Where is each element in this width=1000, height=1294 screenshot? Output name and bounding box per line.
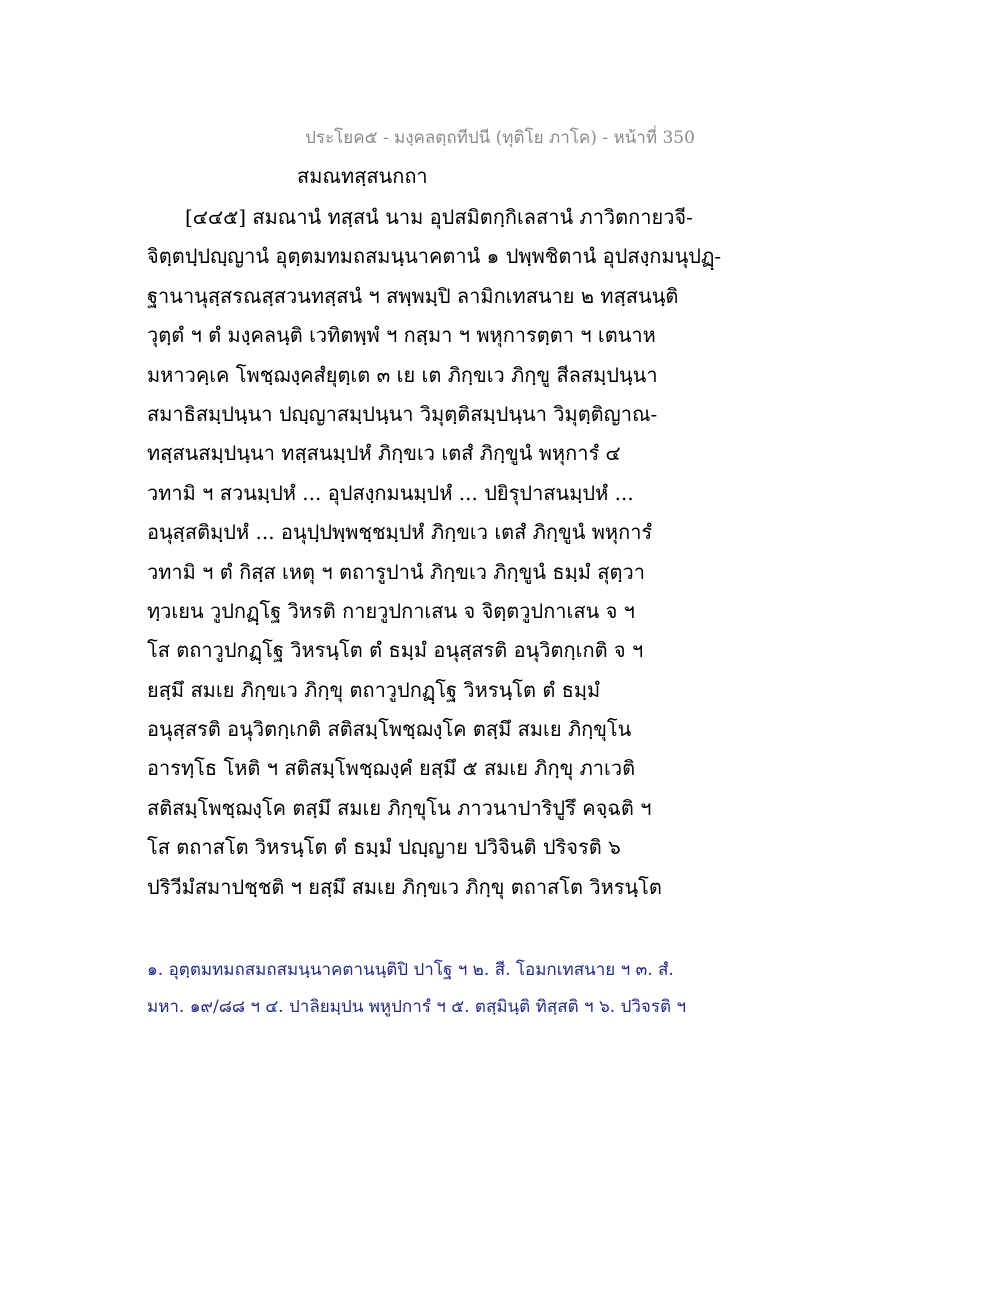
body-line: วทามิ ฯ ตํ กิสฺส เหตุ ฯ ตถารูปานํ ภิกฺขเว ภิกฺขูนํ ธมฺมํ สุตฺวา	[147, 559, 645, 584]
footnotes	[147, 952, 767, 1026]
body-line: โส ตถาวูปกฏฺโฐ วิหรนฺโต ตํ ธมฺมํ อนุสฺสรติ อนุวิตกฺเกติ จ ฯ	[147, 638, 644, 663]
body-line: วุตฺตํ ฯ ตํ มงฺคลนฺติ เวทิตพฺพํ ฯ กสฺมา ฯ พหุการตฺตา ฯ เตนาห	[147, 323, 656, 348]
body-line: ทฺวเยน วูปกฏฺโฐ วิหรติ กายวูปกาเสน จ จิตฺตวูปกาเสน จ ฯ	[147, 598, 635, 623]
body-line: อนุสฺสติมฺปหํ ... อนุปฺปพฺพชฺชมฺปหํ ภิกฺขเว เตสํ ภิกฺขูนํ พหุการํ	[147, 520, 653, 545]
section-title: สมณทสฺสนกถา	[297, 164, 428, 188]
body-line: สติสมฺโพชฺฌงฺโค ตสฺมึ สมเย ภิกฺขุโน ภาวนาปาริปูรึ คจฺฉติ ฯ	[147, 795, 652, 820]
body-line: ฐานานุสฺสรณสฺสวนทสฺสนํ ฯ สพฺพมฺปิ ลามิกเทสนาย ๒ ทสฺสนนฺติ	[147, 283, 679, 308]
page-header: ประโยค๕ - มงฺคลตฺถทีปนี (ทุติโย ภาโค) - หน้าที่ 350	[305, 128, 695, 148]
body-line: [๔๔๕] สมณานํ ทสฺสนํ นาม อุปสมิตกฺกิเลสานํ ภาวิตกายวจี-	[185, 205, 693, 229]
body-text	[147, 198, 767, 907]
body-line: โส ตถาสโต วิหรนฺโต ตํ ธมฺมํ ปญฺญาย ปวิจินติ ปริจรติ ๖	[147, 835, 621, 860]
body-line: ทสฺสนสมฺปนฺนา ทสฺสนมฺปหํ ภิกฺขเว เตสํ ภิกฺขูนํ พหุการํ ๔	[147, 441, 621, 466]
body-line: วทามิ ฯ สวนมฺปหํ ... อุปสงฺกมนมฺปหํ ... ปยิรุปาสนมฺปหํ ...	[147, 480, 634, 505]
body-line: อารทฺโธ โหติ ฯ สติสมฺโพชฺฌงฺคํ ยสฺมึ ๕ สมเย ภิกฺขุ ภาเวติ	[147, 756, 636, 781]
body-line: อนุสฺสรติ อนุวิตกฺเกติ สติสมฺโพชฺฌงฺโค ตสฺมึ สมเย ภิกฺขุโน	[147, 717, 632, 742]
body-line: ปริวีมํสมาปชฺชติ ฯ ยสฺมึ สมเย ภิกฺขเว ภิกฺขุ ตถาสโต วิหรนฺโต	[147, 874, 662, 899]
footnote-line: ๑. อุตฺตมทมถสมถสมนฺนาคตานนฺติปิ ปาโฐ ฯ ๒. สี. โอมกเทสนาย ฯ ๓. สํ.	[147, 960, 674, 980]
body-line: ยสฺมึ สมเย ภิกฺขเว ภิกฺขุ ตถาวูปกฏฺโฐ วิหรนฺโต ตํ ธมฺมํ	[147, 677, 601, 702]
footnote-line: มหา. ๑๙/๘๘ ฯ ๔. ปาลิยมฺปน พหูปการํ ฯ ๕. ตสฺมินฺติ ทิสฺสติ ฯ ๖. ปวิจรติ ฯ	[147, 997, 686, 1017]
body-line: จิตฺตปฺปญฺญานํ อุตฺตมทมถสมนฺนาคตานํ ๑ ปพฺพชิตานํ อุปสงฺกมนุปฏฺ-	[147, 244, 722, 269]
body-line: มหาวคฺเค โพชฺฌงฺคสํยุตฺเต ๓ เย เต ภิกฺขเว ภิกฺขู สีลสมฺปนฺนา	[147, 362, 658, 387]
body-line: สมาธิสมฺปนฺนา ปญฺญาสมฺปนฺนา วิมุตฺติสมฺปนฺนา วิมุตฺติญาณ-	[147, 401, 658, 426]
